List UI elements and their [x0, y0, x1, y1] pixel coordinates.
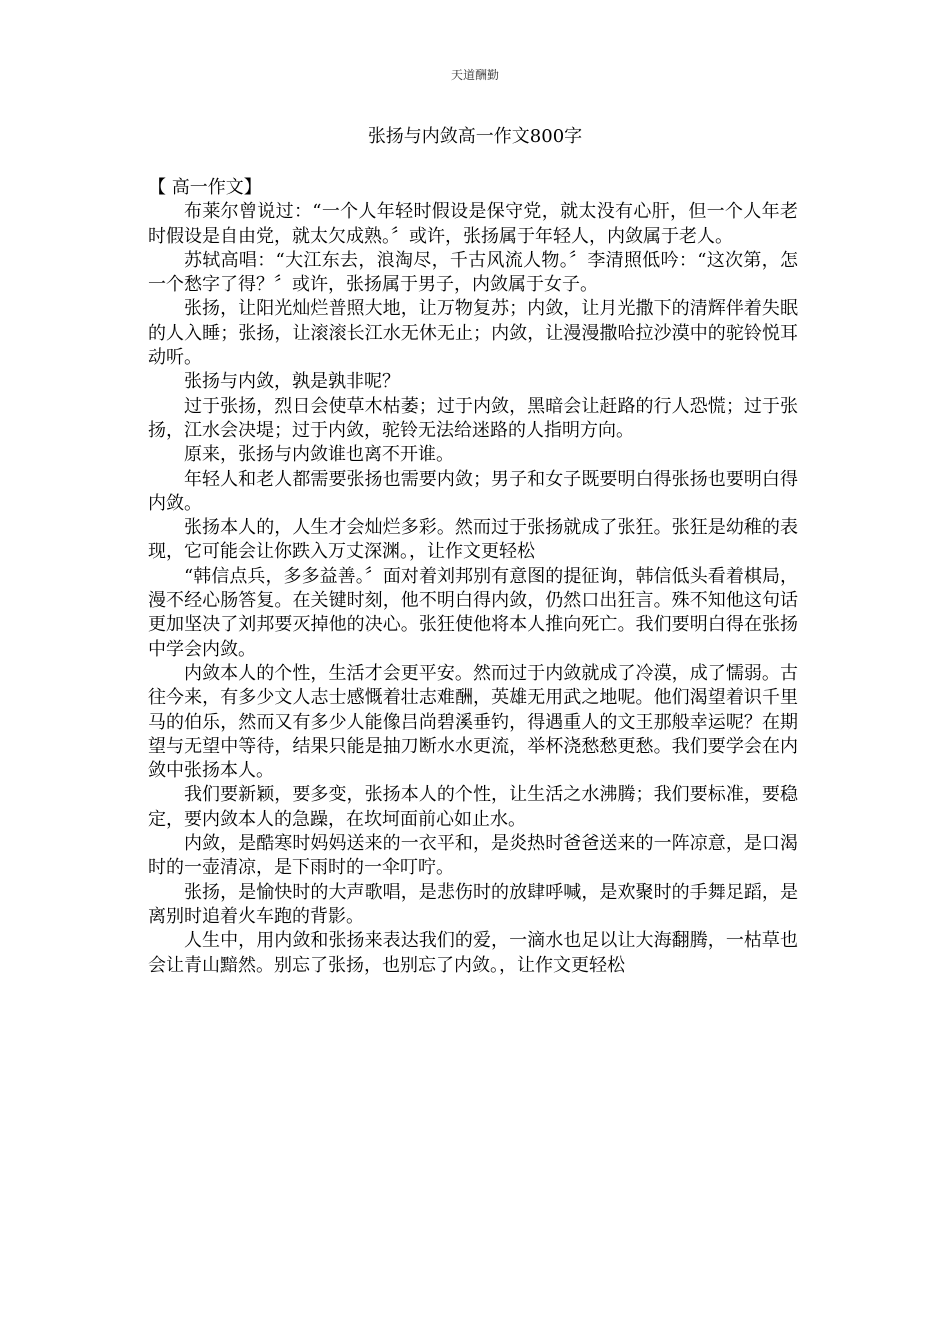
page-header: 天道酬勤 [450, 68, 499, 82]
paragraph: “韩信点兵，多多益善。〞面对着刘邦别有意图的提征询，韩信低头看着棋局，漫不经心肠答复。在关键时刻，他不明白得内敛，仍然口出狂言。殊不知他这句话更加坚决了刘邦要灭掉他的决心。张狂使他将本人推向死亡。我们要明白得在张扬中学会内敛。 [148, 565, 798, 660]
section-label: 【 高一作文】 [148, 177, 262, 198]
paragraph: 张扬，是愉快时的大声歌唱，是悲伤时的放肆呼喊，是欢聚时的手舞足蹈，是离别时追着火车跑的背影。 [148, 881, 798, 927]
paragraph: 内敛，是酷寒时妈妈送来的一衣平和，是炎热时爸爸送来的一阵凉意，是口渴时的一壶清凉，是下雨时的一伞叮咛。 [148, 833, 798, 879]
paragraph: 苏轼高唱：“大江东去，浪淘尽，千古风流人物。〞李清照低吟：“这次第，怎一个愁字了得？〞或许，张扬属于男子，内敛属于女子。 [148, 249, 798, 296]
paragraph: 人生中，用内敛和张扬来表达我们的爱，一滴水也足以让大海翻腾，一枯草也会让青山黯然。别忘了张扬，也别忘了内敛。，让作文更轻松 [148, 930, 798, 976]
paragraph: 布莱尔曾说过：“一个人年轻时假设是保守党，就太没有心肝，但一个人年老时假设是自由党，就太欠成熟。〞或许，张扬属于年轻人，内敛属于老人。 [148, 201, 798, 247]
article-title: 张扬与内敛高一作文800字 [367, 126, 583, 147]
paragraph: 原来，张扬与内敛谁也离不开谁。 [184, 444, 454, 466]
paragraph: 过于张扬，烈日会使草木枯萎；过于内敛，黑暗会让赶路的行人恐慌；过于张扬，江水会决堤；过于内敛，驼铃无法给迷路的人指明方向。 [148, 395, 798, 441]
article-body [148, 176, 798, 978]
paragraph: 张扬与内敛，孰是孰非呢？ [184, 371, 400, 393]
paragraph: 内敛本人的个性，生活才会更平安。然而过于内敛就成了冷漠，成了懦弱。古往今来，有多少文人志士感慨着壮志难酬，英雄无用武之地呢。他们渴望着识千里马的伯乐，然而又有多少人能像吕尚碧溪垂钓，得遇重人的文王那般幸运呢？在期望与无望中等待，结果只能是抽刀断水水更流，举杯浇愁愁更愁。我们要学会在内敛中张扬本人。 [148, 662, 798, 782]
paragraph: 年轻人和老人都需要张扬也需要内敛；男子和女子既要明白得张扬也要明白得内敛。 [148, 468, 798, 514]
paragraph: 张扬本人的，人生才会灿烂多彩。然而过于张扬就成了张狂。张狂是幼稚的表现，它可能会让你跌入万丈深渊。，让作文更轻松 [148, 517, 798, 563]
paragraph: 张扬，让阳光灿烂普照大地，让万物复苏；内敛，让月光撒下的清辉伴着失眠的人入睡；张扬，让滚滚长江水无休无止；内敛，让漫漫撒哈拉沙漠中的驼铃悦耳动听。 [148, 298, 798, 369]
paragraph: 我们要新颖，要多变，张扬本人的个性，让生活之水沸腾；我们要标准，要稳定，要内敛本人的急躁，在坎坷面前心如止水。 [148, 784, 798, 830]
